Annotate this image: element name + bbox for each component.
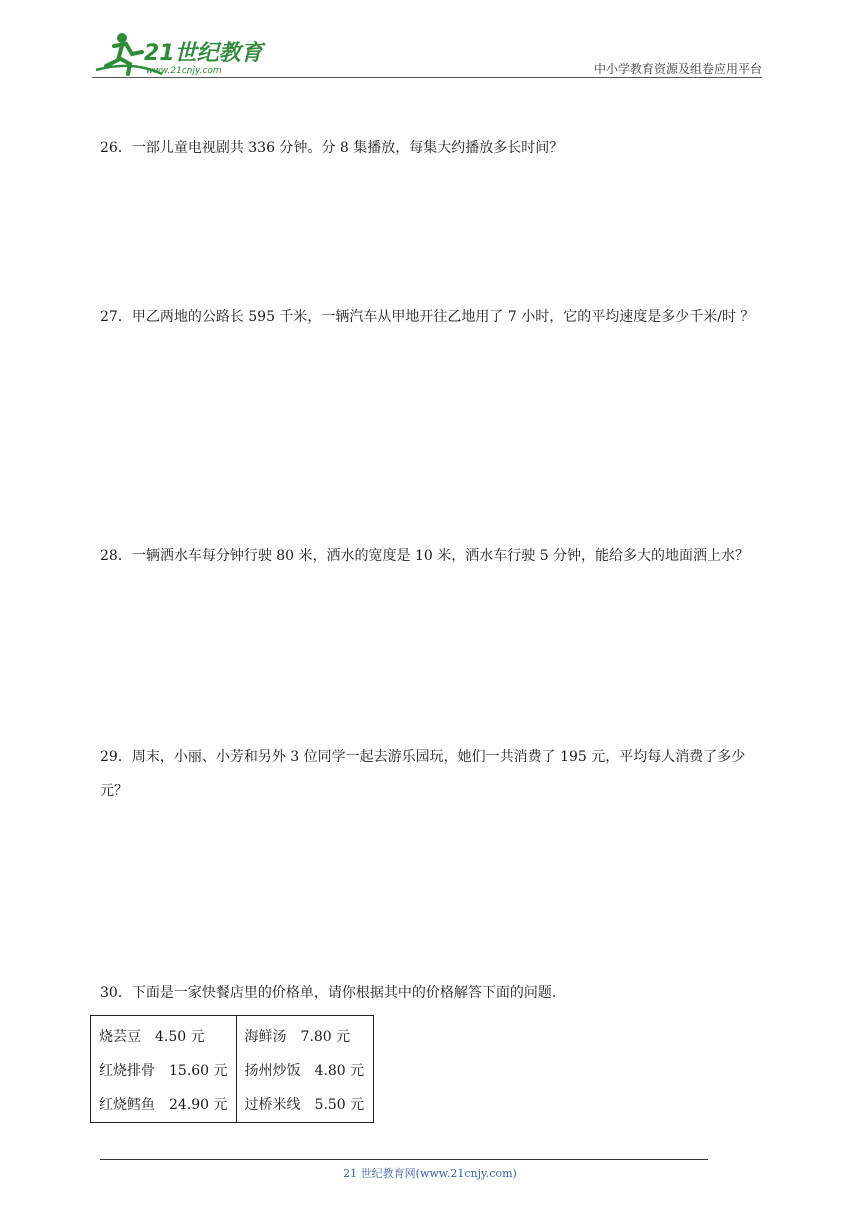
question-27: 27．甲乙两地的公路长 595 千米，一辆汽车从甲地开往乙地用了 7 小时，它的平均速度是多少千米/时 ？: [100, 309, 755, 325]
price-item: 过桥米线 5.50 元: [244, 1097, 365, 1113]
page-header: [92, 30, 762, 80]
header-tagline: 中小学教育资源及组卷应用平台: [593, 62, 762, 76]
footer-divider: [100, 1159, 708, 1160]
price-item: 红烧排骨 15.60 元: [99, 1063, 228, 1079]
header-divider: [92, 77, 762, 78]
price-item: 扬州炒饭 4.80 元: [244, 1063, 365, 1079]
question-29: 29．周末，小丽、小芳和另外 3 位同学一起去游乐园玩，她们一共消费了 195 元，平均每人消费了多少元？: [100, 749, 746, 799]
price-item: 海鲜汤 7.80 元: [244, 1029, 351, 1045]
price-item: 红烧鳕鱼 24.90 元: [99, 1097, 228, 1113]
svg-text:www.21cnjy.com: www.21cnjy.com: [146, 66, 222, 76]
question-30: 30．下面是一家快餐店里的价格单，请你根据其中的价格解答下面的问题.: [100, 985, 557, 1001]
price-column-left: [91, 1016, 237, 1123]
price-table: [90, 1015, 374, 1123]
footer-link[interactable]: 21 世纪教育网(www.21cnjy.com): [343, 1167, 517, 1180]
price-column-right: [236, 1016, 373, 1123]
question-28: 28．一辆洒水车每分钟行驶 80 米，洒水的宽度是 10 米，洒水车行驶 5 分钟，能给多大的地面洒上水？: [100, 548, 750, 564]
question-26: 26．一部儿童电视剧共 336 分钟。分 8 集播放，每集大约播放多长时间？: [100, 140, 564, 156]
svg-text:21世纪教育: 21世纪教育: [144, 41, 263, 66]
price-item: 烧芸豆 4.50 元: [99, 1029, 205, 1045]
site-logo: [92, 30, 267, 78]
